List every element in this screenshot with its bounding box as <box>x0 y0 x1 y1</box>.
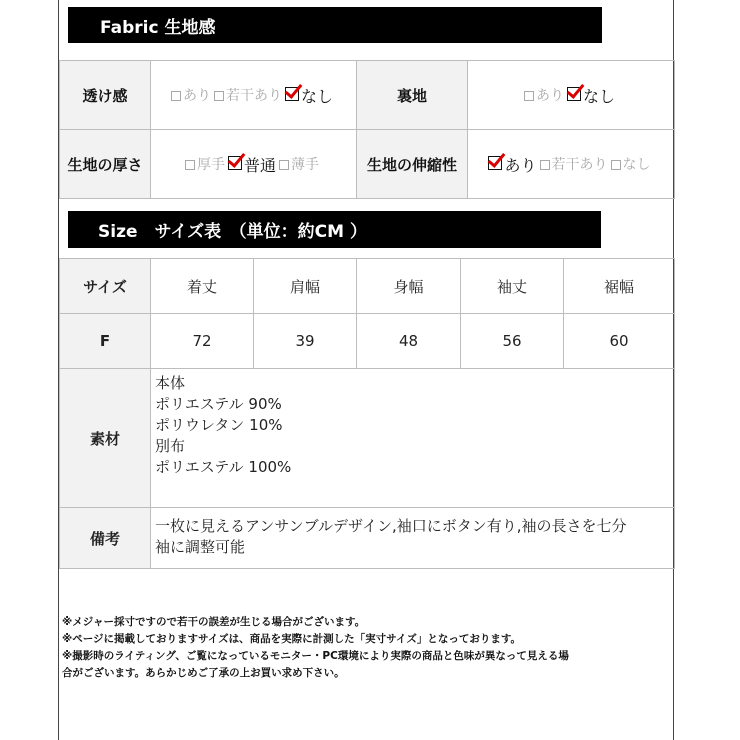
fabric-option <box>279 154 319 174</box>
fabric-options-thickness <box>151 130 357 199</box>
fabric-label-thickness: 生地の厚さ <box>60 130 151 199</box>
fabric-option <box>285 84 333 107</box>
fabric-option <box>185 154 225 174</box>
fabric-option-label: 厚手 <box>196 157 225 173</box>
size-header-hem: 裾幅 <box>564 259 675 314</box>
unchecked-box-icon <box>540 160 550 170</box>
size-section-title: Size サイズ表 （単位：約CM ） <box>98 222 367 242</box>
material-line: ポリエステル 90% <box>155 395 282 413</box>
material-label: 素材 <box>60 369 151 508</box>
checked-box-icon <box>567 87 581 101</box>
unchecked-box-icon <box>171 91 181 101</box>
size-header-sleeve: 袖丈 <box>461 259 564 314</box>
fabric-section-title: Fabric 生地感 <box>100 17 216 38</box>
size-header-chest: 身幅 <box>357 259 461 314</box>
fabric-option-label: あり <box>182 88 211 104</box>
fabric-option <box>611 154 651 174</box>
size-value-shoulder: 39 <box>254 314 357 369</box>
material-content <box>151 369 675 508</box>
size-header-size: サイズ <box>60 259 151 314</box>
fabric-table <box>59 60 675 199</box>
notes-line: 一枚に見えるアンサンブルデザイン,袖口にボタン有り,袖の長さを七分 <box>155 517 627 535</box>
footer-notes <box>62 614 702 682</box>
unchecked-box-icon <box>185 160 195 170</box>
fabric-option-label: 普通 <box>243 155 276 175</box>
size-value-sleeve: 56 <box>461 314 564 369</box>
fabric-option-label: なし <box>582 86 615 106</box>
fabric-option-label: なし <box>300 86 333 106</box>
fabric-label-lining: 裏地 <box>357 61 468 130</box>
fabric-options-sheerness <box>151 61 357 130</box>
size-header-length: 着丈 <box>151 259 254 314</box>
size-table <box>59 258 675 569</box>
checked-box-icon <box>228 156 242 170</box>
notes-label: 備考 <box>60 508 151 569</box>
size-value-length: 72 <box>151 314 254 369</box>
checked-box-icon <box>285 87 299 101</box>
notes-line: 袖に調整可能 <box>155 538 246 556</box>
size-section-banner <box>68 211 601 248</box>
fabric-option-label: 若干あり <box>551 157 608 173</box>
fabric-option-label: 薄手 <box>291 157 319 173</box>
checked-box-icon <box>488 156 502 170</box>
footer-note-line: ※メジャー採寸ですので若干の誤差が生じる場合がございます。 <box>62 616 366 628</box>
material-line: ポリウレタン 10% <box>155 416 283 434</box>
unchecked-box-icon <box>524 91 534 101</box>
size-value-chest: 48 <box>357 314 461 369</box>
size-row-label: F <box>60 314 151 369</box>
notes-content <box>151 508 675 569</box>
fabric-options-lining <box>468 61 675 130</box>
material-line: ポリエステル 100% <box>155 458 292 476</box>
fabric-option <box>214 85 282 105</box>
fabric-option <box>488 153 536 176</box>
fabric-option <box>524 85 564 105</box>
unchecked-box-icon <box>279 160 289 170</box>
fabric-section-banner <box>68 7 602 43</box>
footer-note-line: ※撮影時のライティング、ご覧になっているモニター・PC環境により実際の商品と色味が異なって見える場 <box>62 650 569 662</box>
fabric-label-sheerness: 透け感 <box>60 61 151 130</box>
fabric-option-label: なし <box>622 157 651 173</box>
fabric-option <box>171 85 211 105</box>
fabric-options-stretch <box>468 130 675 199</box>
size-value-hem: 60 <box>564 314 675 369</box>
footer-note-line: ※ページに掲載しておりますサイズは、商品を実際に計測した「実寸サイズ」となっております。 <box>62 633 521 645</box>
material-line: 本体 <box>155 374 186 392</box>
fabric-option <box>567 84 615 107</box>
unchecked-box-icon <box>611 160 621 170</box>
fabric-option-label: あり <box>535 88 564 104</box>
fabric-option <box>540 154 608 174</box>
size-header-shoulder: 肩幅 <box>254 259 357 314</box>
fabric-option <box>228 153 276 176</box>
material-line: 別布 <box>155 437 186 455</box>
fabric-option-label: 若干あり <box>225 88 282 104</box>
unchecked-box-icon <box>214 91 224 101</box>
fabric-option-label: あり <box>504 155 537 175</box>
footer-note-line: 合がございます。あらかじめご了承の上お買い求め下さい。 <box>62 667 345 679</box>
fabric-label-stretch: 生地の伸縮性 <box>357 130 468 199</box>
